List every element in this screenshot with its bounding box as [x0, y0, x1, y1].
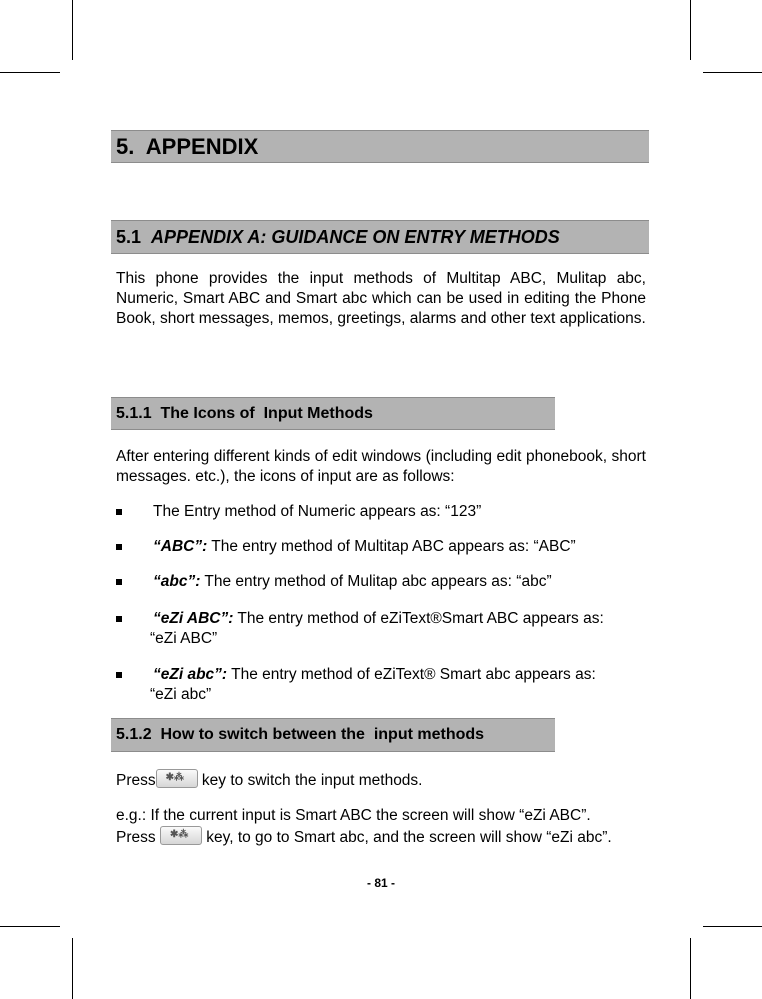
bullet-square — [116, 509, 122, 515]
crop-mark — [690, 938, 691, 999]
bullet-label: “ABC”: — [153, 538, 208, 555]
subsection-number: 5.1.1 — [116, 405, 152, 422]
hash-star-key-icon: ✱⁂ — [160, 826, 202, 845]
bullet-label: “eZi ABC”: — [153, 610, 234, 627]
press-text: Press — [116, 829, 160, 846]
icons-paragraph: After entering different kinds of edit windows (including edit phonebook, short messages. etc.), the icons of input are as follows: — [116, 448, 646, 485]
crop-mark — [72, 938, 73, 999]
bullet-continuation: “eZi ABC” — [150, 630, 218, 647]
subsection-heading-icons — [111, 397, 555, 430]
bullet-square — [116, 672, 122, 678]
bullet-text: The entry method of eZiText® Smart abc appears as: — [227, 666, 596, 683]
chapter-heading — [111, 130, 649, 163]
subsection-title: How to switch between the input methods — [160, 726, 485, 743]
bullet-square — [116, 544, 122, 550]
example-text: e.g.: If the current input is Smart ABC the screen will show “eZi ABC”. — [116, 807, 591, 824]
crop-mark — [0, 72, 60, 73]
bullet-square — [116, 616, 122, 622]
switch-paragraph-2 — [116, 806, 646, 848]
bullet-square — [116, 579, 122, 585]
crop-mark — [690, 0, 691, 60]
chapter-number: 5. — [116, 134, 135, 159]
section-heading — [111, 220, 649, 254]
crop-mark — [703, 926, 762, 927]
bullet-continuation: “eZi abc” — [150, 686, 212, 703]
subsection-title: The Icons of Input Methods — [160, 405, 373, 422]
crop-mark — [703, 72, 762, 73]
crop-mark — [0, 926, 60, 927]
bullet-text: The entry method of Mulitap abc appears as: “abc” — [200, 573, 552, 590]
example-result-text: key, to go to Smart abc, and the screen will show “eZi abc”. — [201, 829, 612, 846]
subsection-number: 5.1.2 — [116, 726, 152, 743]
section-title: APPENDIX A: GUIDANCE ON ENTRY METHODS — [151, 227, 560, 247]
bullet-text: The Entry method of Numeric appears as: “123” — [153, 503, 482, 520]
bullet-label: “abc”: — [153, 573, 201, 590]
bullet-label: “eZi abc”: — [153, 666, 228, 683]
bullet-text: The entry method of eZiText®Smart ABC appears as: — [233, 610, 604, 627]
hash-star-key-icon: ✱⁂ — [156, 769, 198, 788]
bullet-text: The entry method of Multitap ABC appears as: “ABC” — [207, 538, 576, 555]
intro-paragraph: This phone provides the input methods of Multitap ABC, Mulitap abc, Numeric, Smart ABC and Smart abc which can be used in editing the Phone Book, short messages, memos, greetings, alarms and other text applications. — [116, 270, 646, 327]
press-text: Press — [116, 772, 156, 789]
subsection-heading-switch — [111, 718, 555, 752]
crop-mark — [72, 0, 73, 60]
switch-text: key to switch the input methods. — [197, 772, 423, 789]
page-number: - 81 - — [366, 876, 395, 890]
switch-paragraph-1 — [116, 769, 646, 791]
chapter-title: APPENDIX — [145, 134, 259, 159]
section-number: 5.1 — [116, 227, 142, 247]
